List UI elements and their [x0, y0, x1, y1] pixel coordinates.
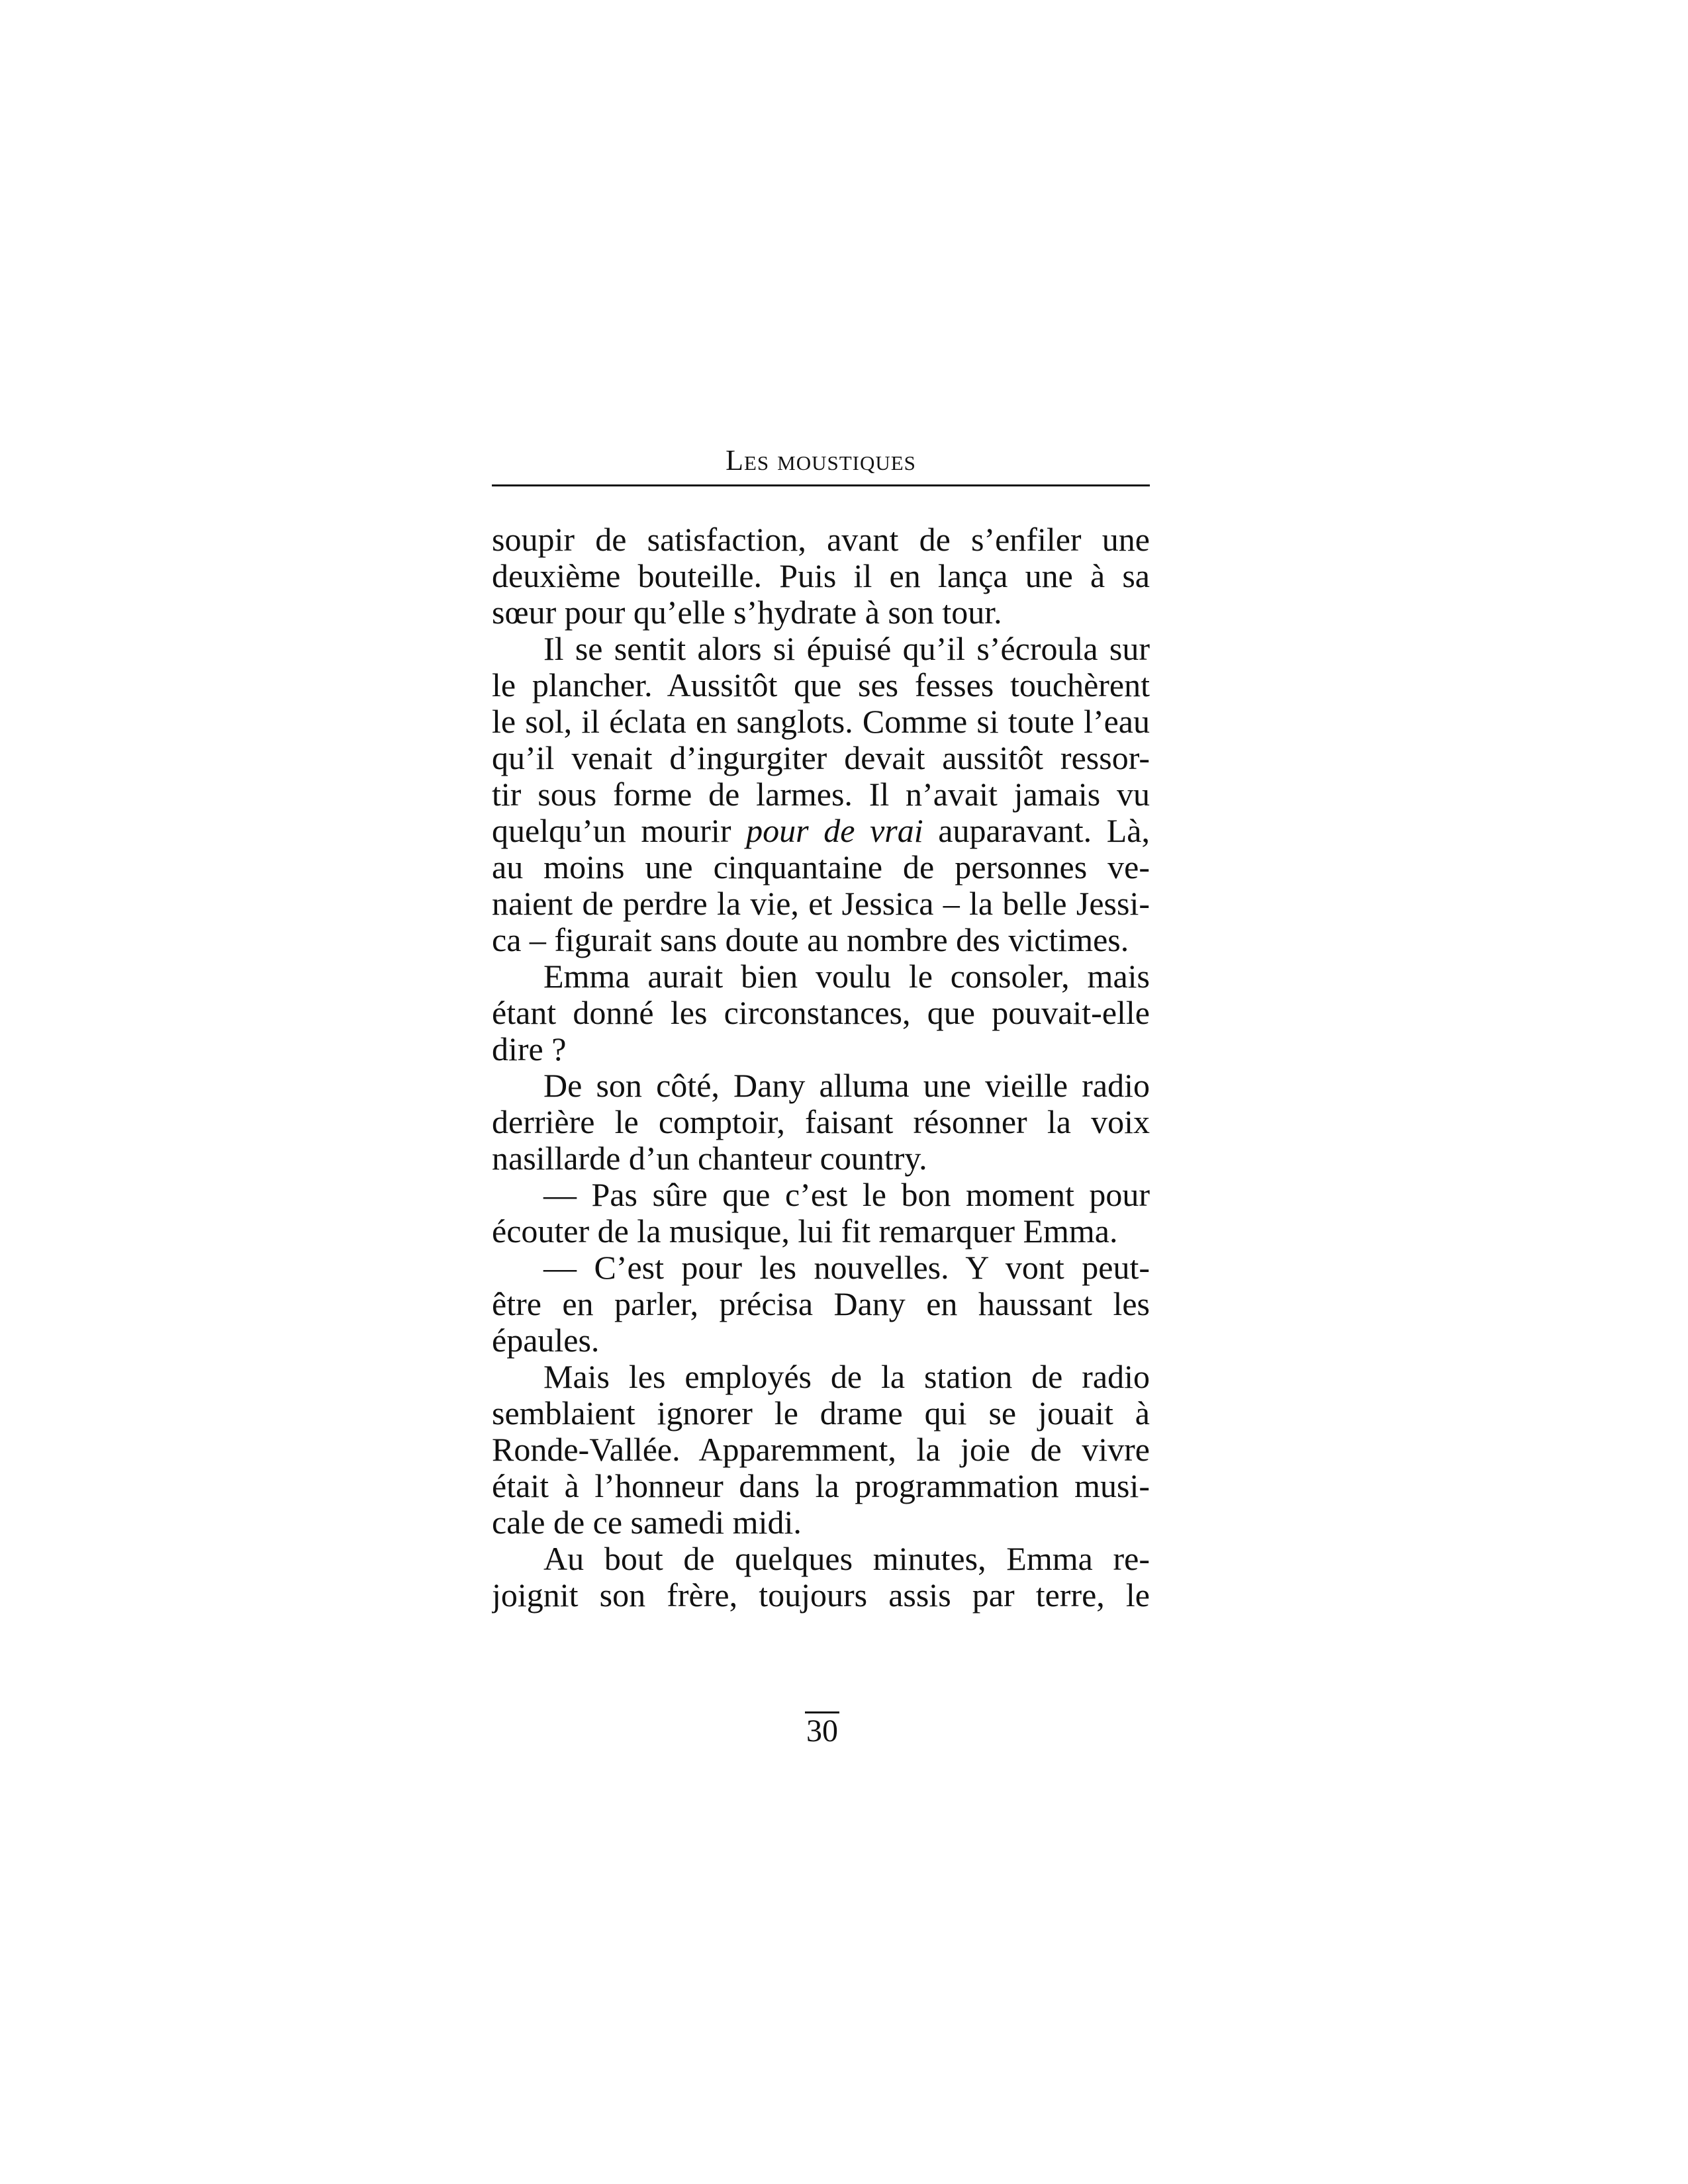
text-line: joignit son frère, toujours assis par terre, le — [492, 1577, 1150, 1614]
text-line: — C’est pour les nouvelles. Y vont peut- — [543, 1250, 1150, 1286]
text-line: Il se sentit alors si épuisé qu’il s’écroula sur — [543, 631, 1150, 667]
text-line: au moins une cinquantaine de personnes ve- — [492, 849, 1150, 886]
running-header: Les moustiques — [726, 444, 916, 477]
text-line: ca – figurait sans doute au nombre des victimes. — [492, 922, 1129, 958]
text-line: être en parler, précisa Dany en haussant les — [492, 1286, 1150, 1322]
text-line: nasillarde d’un chanteur country. — [492, 1140, 927, 1177]
text-line: Au bout de quelques minutes, Emma re- — [543, 1541, 1150, 1577]
text-line: Ronde-Vallée. Apparemment, la joie de vivre — [492, 1432, 1150, 1468]
text-line: était à l’honneur dans la programmation musi- — [492, 1468, 1150, 1504]
text-line: écouter de la musique, lui fit remarquer Emma. — [492, 1213, 1118, 1250]
text-line: tir sous forme de larmes. Il n’avait jamais vu — [492, 776, 1150, 813]
text-line: qu’il venait d’ingurgiter devait aussitôt ressor- — [492, 740, 1150, 776]
text-line: soupir de satisfaction, avant de s’enfiler une — [492, 522, 1150, 558]
page-number: 30 — [806, 1713, 838, 1749]
text-line: Emma aurait bien voulu le consoler, mais — [543, 958, 1150, 995]
text-line: deuxième bouteille. Puis il en lança une à sa — [492, 558, 1150, 594]
text-line: le sol, il éclata en sanglots. Comme si toute l’eau — [492, 704, 1150, 740]
text-line: De son côté, Dany alluma une vieille radio — [543, 1068, 1150, 1104]
text-line: naient de perdre la vie, et Jessica – la belle Jessi- — [492, 886, 1150, 922]
text-line: dire ? — [492, 1031, 567, 1068]
text-line: derrière le comptoir, faisant résonner la voix — [492, 1104, 1150, 1140]
text-line: épaules. — [492, 1322, 600, 1359]
text-line: le plancher. Aussitôt que ses fesses touchèrent — [492, 667, 1150, 704]
text-line: sœur pour qu’elle s’hydrate à son tour. — [492, 594, 1002, 631]
italic-phrase: pour de vrai — [746, 813, 923, 849]
body-text — [492, 522, 1150, 1614]
text-line-with-italic — [492, 813, 1150, 849]
header-rule — [492, 484, 1150, 486]
text-line: cale de ce samedi midi. — [492, 1504, 802, 1541]
text-line: — Pas sûre que c’est le bon moment pour — [543, 1177, 1150, 1213]
text-line: Mais les employés de la station de radio — [543, 1359, 1150, 1395]
text-line: semblaient ignorer le drame qui se jouait à — [492, 1395, 1150, 1432]
text-line: étant donné les circonstances, que pouvait-elle — [492, 995, 1150, 1031]
text-fragment: auparavant. Là, — [923, 813, 1150, 849]
text-fragment: quelqu’un mourir — [492, 813, 747, 849]
